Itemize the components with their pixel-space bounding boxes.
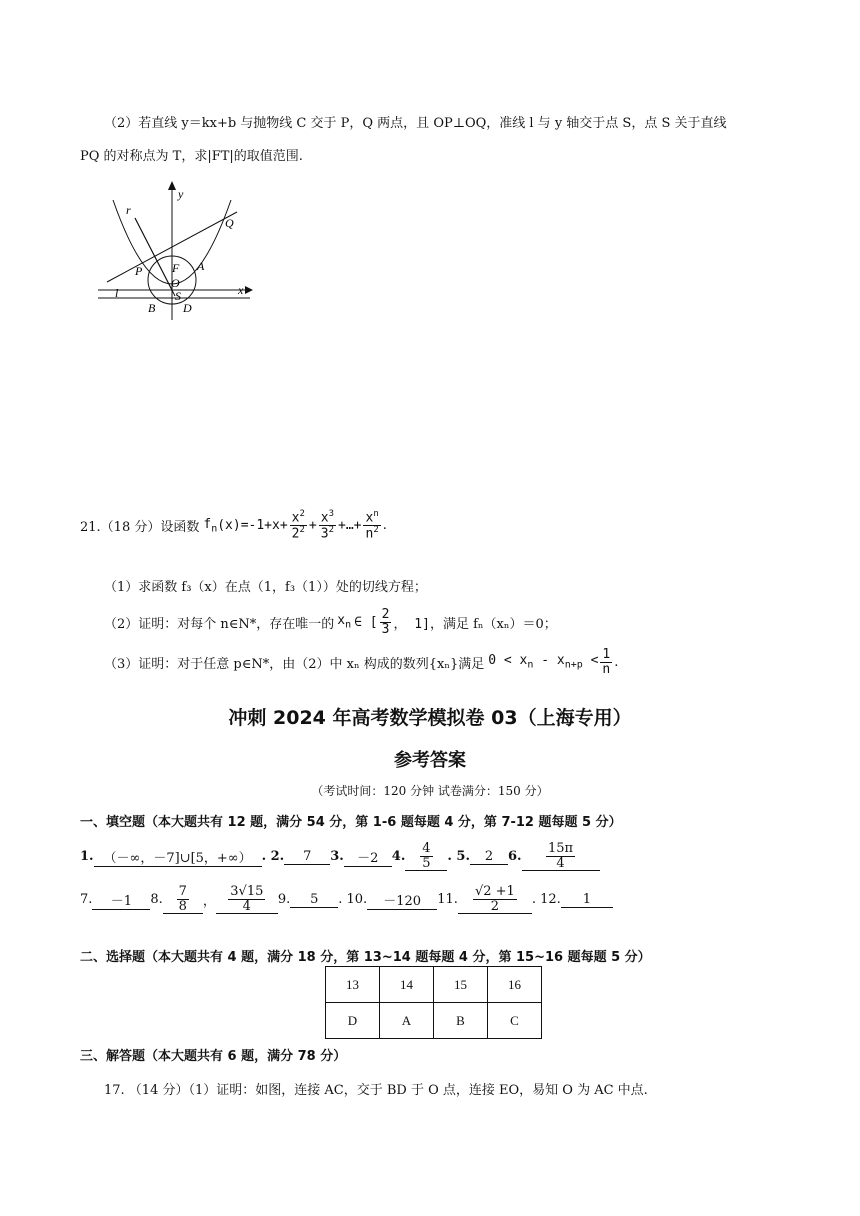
answer-3: －2 xyxy=(344,847,392,867)
answer-1: （－∞，－7]∪[5，+∞） xyxy=(94,847,262,867)
page-subtitle: 参考答案 xyxy=(394,750,466,771)
answer-8b: $\frac{3√15}{4}$ xyxy=(216,885,278,914)
answer-5: 2 xyxy=(470,849,508,865)
label-y: y xyxy=(178,187,184,201)
answer-8: $\frac{7}{8}$ xyxy=(163,885,203,914)
table-cell: 13 xyxy=(326,967,380,1003)
label-l: l xyxy=(115,286,119,300)
q21-part1: （1）求函数 f₃（x）在点（1，f₃（1））处的切线方程； xyxy=(104,580,427,595)
section2-heading: 二、选择题（本大题共有 4 题，满分 18 分，第 13~14 题每题 4 分，第 15~16 题每题 5 分） xyxy=(80,950,651,965)
section3-heading: 三、解答题（本大题共有 6 题，满分 78 分） xyxy=(80,1049,347,1064)
answer-9: 5 xyxy=(290,892,338,908)
label-x: x xyxy=(238,283,244,297)
answer-7: －1 xyxy=(92,890,150,910)
page-title: 冲刺 2024 年高考数学模拟卷 03（上海专用） xyxy=(228,707,632,729)
q21-fn: $f_n$ xyxy=(203,516,218,535)
answers-row2: 7. －1 8. $\frac{7}{8}$ ， $\frac{3√15}{4}$ 9. 5 . 10. －120 11. $\frac{√2 +1}{2}$ . 12. 1 xyxy=(80,885,613,914)
q21-dots: +…+ xyxy=(338,517,362,533)
q21-term2: $\frac{x^2}{2^2}$ xyxy=(291,509,305,542)
table-cell: C xyxy=(488,1003,542,1039)
label-r: r xyxy=(126,203,131,217)
x-axis-arrow xyxy=(245,286,253,294)
label-s: S xyxy=(175,289,181,303)
parabola-figure xyxy=(95,178,255,323)
table-cell: A xyxy=(380,1003,434,1039)
table-cell: 16 xyxy=(488,967,542,1003)
q20-part2-line2: PQ 的对称点为 T，求|FT|的取值范围. xyxy=(80,149,303,164)
q21-term3: $\frac{x^3}{3^2}$ xyxy=(320,509,334,542)
answers-row1: 1. （－∞，－7]∪[5，+∞） . 2. 7 3. －2 4. $\frac{4}{5}$ . 5. 2 6. $\frac{15\pi}{4}$ xyxy=(80,842,600,871)
label-b: B xyxy=(148,301,156,315)
label-f: F xyxy=(172,261,180,275)
q21-head: 21.（18 分）设函数 xyxy=(80,519,200,535)
table-cell: 15 xyxy=(434,967,488,1003)
answer-4: $\frac{4}{5}$ xyxy=(405,842,447,871)
table-row xyxy=(326,1003,542,1039)
answer-10: －120 xyxy=(367,890,437,910)
q21-statement: 21.（18 分）设函数 $f_n$ (x)=-1+x+ $\frac{x^2}{2^2}$ + $\frac{x^3}{3^2}$ +…+ $\frac{x^n}{n^2}$ . xyxy=(80,509,387,542)
answer-12: 1 xyxy=(561,892,613,908)
q21-fn-arg: (x)=-1+x+ xyxy=(217,517,288,533)
exam-info: （考试时间：120 分钟 试卷满分：150 分） xyxy=(311,784,549,798)
q20-part2-line1: （2）若直线 y＝kx+b 与抛物线 C 交于 P，Q 两点，且 OP⊥OQ，准线 l 与 y 轴交于点 S，点 S 关于直线 xyxy=(104,116,727,131)
choice-answer-table xyxy=(325,966,542,1039)
label-p: P xyxy=(135,264,143,278)
section1-heading: 一、填空题（本大题共有 12 题，满分 54 分，第 1-6 题每题 4 分，第 7-12 题每题 5 分） xyxy=(80,815,622,830)
answer-11: $\frac{√2 +1}{2}$ xyxy=(458,885,532,914)
q21-part2: （2）证明：对每个 n∈N*，存在唯一的 $x_n$ ∈ [ $\frac{2}{3}$ ， 1] ，满足 fₙ（xₙ）＝0； xyxy=(104,607,557,637)
table-cell: B xyxy=(434,1003,488,1039)
q21-part3: （3）证明：对于任意 p∈N*，由（2）中 xₙ 构成的数列{xₙ}满足 $0 < x_n - x_{n+p}$ < $\frac{1}{n}$ . xyxy=(104,647,619,677)
table-cell: D xyxy=(326,1003,380,1039)
label-q: Q xyxy=(225,216,234,230)
label-a: A xyxy=(197,259,205,273)
segment-r-s xyxy=(135,218,175,296)
y-axis-arrow xyxy=(168,181,176,190)
table-cell: 14 xyxy=(380,967,434,1003)
answer-6: $\frac{15\pi}{4}$ xyxy=(522,842,600,871)
label-o: O xyxy=(171,276,180,290)
label-d: D xyxy=(183,301,192,315)
q17-text: 17. （14 分）（1）证明：如图，连接 AC，交于 BD 于 O 点，连接 EO，易知 O 为 AC 中点. xyxy=(104,1083,648,1098)
table-row xyxy=(326,967,542,1003)
answer-2: 7 xyxy=(284,849,330,865)
q21-term-n: $\frac{x^n}{n^2}$ xyxy=(365,509,379,542)
